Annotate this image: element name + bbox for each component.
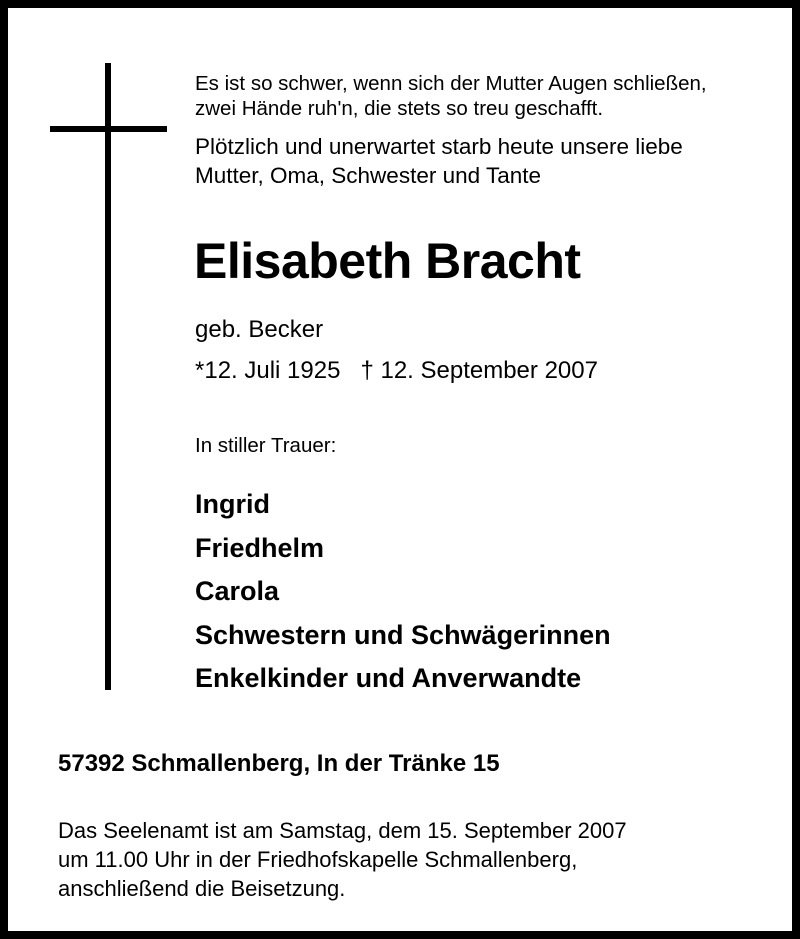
announcement-line-1: Plötzlich und unerwartet starb heute unsere liebe [195,134,683,159]
verse [195,71,707,121]
mourners-list [195,483,611,701]
birth-date: *12. Juli 1925 [195,357,341,384]
service-line-1: Das Seelenamt ist am Samstag, dem 15. September 2007 [58,818,627,843]
announcement-line-2: Mutter, Oma, Schwester und Tante [195,163,542,188]
death-announcement [195,132,683,190]
life-dates [195,359,598,383]
family-address: 57392 Schmallenberg, In der Tränke 15 [58,750,500,777]
mourner-grandchildren-relatives: Enkelkinder und Anverwandte [195,663,582,693]
mourner-ingrid: Ingrid [195,489,270,519]
service-details [58,816,627,903]
mourner-carola: Carola [195,576,280,606]
verse-line-1: Es ist so schwer, wenn sich der Mutter Augen schließen, [195,72,707,95]
cross-icon-vertical-bar [105,63,111,690]
death-date: † 12. September 2007 [360,357,598,384]
mourner-siblings-in-law: Schwestern und Schwägerinnen [195,619,611,650]
service-line-3: anschließend die Beisetzung. [58,876,346,901]
mourning-label: In stiller Trauer: [195,434,337,457]
deceased-name: Elisabeth Bracht [194,233,581,289]
maiden-name: geb. Becker [195,316,324,343]
verse-line-2: zwei Hände ruh'n, die stets so treu geschafft. [195,97,604,120]
mourner-friedhelm: Friedhelm [195,532,325,563]
cross-icon-horizontal-bar [50,126,167,132]
service-line-2: um 11.00 Uhr in der Friedhofskapelle Schmallenberg, [58,847,578,872]
